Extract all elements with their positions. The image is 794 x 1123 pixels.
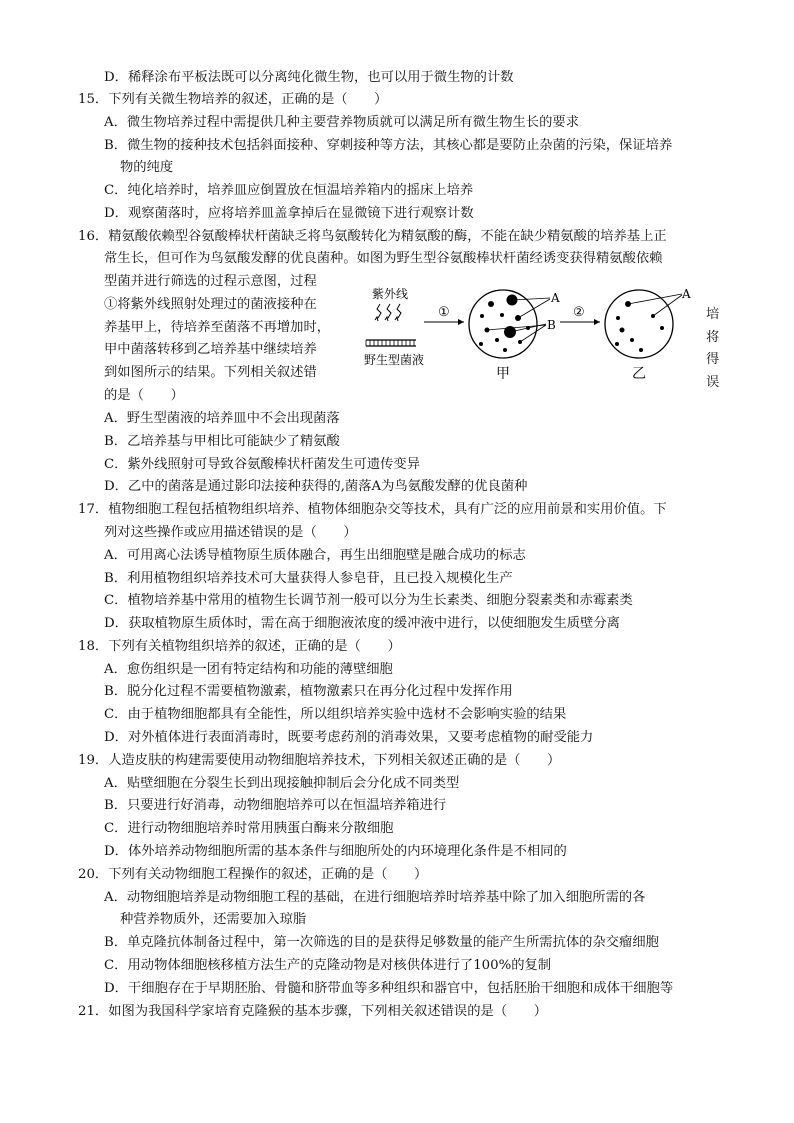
- side-char-3: 误: [706, 375, 720, 390]
- dish-yi-label: 乙: [632, 366, 646, 382]
- text-line: 种营养物质外，还需要加入琼脂: [120, 912, 307, 927]
- text-line: ①将紫外线照射处理过的菌液接种在: [104, 297, 317, 312]
- answer-option: C．纯化培养时，培养皿应倒置放在恒温培养箱内的摇床上培养: [104, 183, 474, 198]
- answer-option: D．乙中的菌落是通过影印法接种获得的,菌落A为鸟氨酸发酵的优良菌种: [104, 479, 528, 494]
- answer-option: A．可用离心法诱导植物原生质体融合，再生出细胞壁是融合成功的标志: [104, 548, 526, 563]
- answer-option: A．动物细胞培养是动物细胞工程的基础，在进行细胞培养时培养基中除了加入细胞所需的各: [104, 890, 646, 905]
- question-stem: 19．人造皮肤的构建需要使用动物细胞培养技术，下列相关叙述正确的是（ ）: [78, 753, 561, 768]
- answer-option: D．干细胞存在于早期胚胎、骨髓和脐带血等多种组织和器官中，包括胚胎干细胞和成体干细胞等: [104, 981, 674, 996]
- question-stem: 20．下列有关动物细胞工程操作的叙述，正确的是（ ）: [78, 867, 428, 882]
- wild-type-culture: [366, 340, 414, 346]
- label-b: B: [547, 318, 556, 332]
- label-a-jia: A: [551, 291, 560, 305]
- question-stem: 16．精氨酸依赖型谷氨酸棒状杆菌缺乏将鸟氨酸转化为精氨酸的酶，不能在缺少精氨酸的培养基上正: [78, 229, 667, 244]
- text-line: 常生长，但可作为鸟氨酸发酵的优良菌种。如图为野生型谷氨酸棒状杆菌经诱变获得精氨酸依赖: [104, 251, 663, 266]
- mutant-screening-figure: [360, 282, 700, 382]
- uv-arrow-2: [387, 304, 391, 318]
- answer-option: D．对外植体进行表面消毒时，既要考虑药剂的消毒效果，又要考虑植物的耐受能力: [104, 730, 594, 745]
- question-stem: 21．如图为我国科学家培育克隆猴的基本步骤，下列相关叙述错误的是（ ）: [78, 1004, 548, 1019]
- answer-option: D．体外培养动物细胞所需的基本条件与细胞所处的内环境理化条件是不相同的: [104, 844, 567, 859]
- answer-option: D．观察菌落时，应将培养皿盖拿掉后在显微镜下进行观察计数: [104, 206, 474, 221]
- side-char-0: 培: [706, 307, 720, 322]
- uv-label: 紫外线: [372, 287, 409, 301]
- step-1-label: ①: [438, 305, 450, 320]
- answer-option: D．稀释涂布平板法既可以分离纯化微生物，也可以用于微生物的计数: [104, 70, 514, 85]
- answer-option: B．微生物的接种技术包括斜面接种、穿刺接种等方法，其核心都是要防止杂菌的污染，保证培养: [104, 138, 673, 153]
- text-line: 甲中菌落转移到乙培养基中继续培养: [104, 342, 317, 357]
- side-char-2: 得: [706, 352, 720, 367]
- question-stem: 18．下列有关植物组织培养的叙述，正确的是（ ）: [78, 639, 401, 654]
- answer-option: C．植物培养基中常用的植物生长调节剂一般可以分为生长素类、细胞分裂素类和赤霉素类: [104, 593, 633, 608]
- answer-option: C．紫外线照射可导致谷氨酸棒状杆菌发生可遗传变异: [104, 457, 421, 472]
- answer-option: B．单克隆抗体制备过程中，第一次筛选的目的是获得足够数量的能产生所需抗体的杂交瘤细胞: [104, 935, 659, 950]
- answer-option: B．只要进行好消毒，动物细胞培养可以在恒温培养箱进行: [104, 798, 447, 813]
- answer-option: A．贴壁细胞在分裂生长到出现接触抑制后会分化成不同类型: [104, 776, 460, 791]
- text-line: 物的纯度: [120, 160, 174, 175]
- answer-option: B．脱分化过程不需要植物激素，植物激素只在再分化过程中发挥作用: [104, 684, 513, 699]
- text-line: 列对这些操作或应用描述错误的是（ ）: [104, 525, 357, 540]
- dish-yi: [605, 290, 673, 358]
- dish-jia: [469, 290, 537, 358]
- text-line: 的是（ ）: [104, 388, 184, 403]
- answer-option: C．进行动物细胞培养时常用胰蛋白酶来分散细胞: [104, 821, 394, 836]
- answer-option: A．野生型菌液的培养皿中不会出现菌落: [104, 411, 340, 426]
- answer-option: C．由于植物细胞都具有全能性，所以组织培养实验中选材不会影响实验的结果: [104, 707, 567, 722]
- answer-option: C．用动物体细胞核移植方法生产的克隆动物是对核供体进行了100%的复制: [104, 958, 552, 973]
- answer-option: D．获取植物原生质体时，需在高于细胞液浓度的缓冲液中进行，以使细胞发生质壁分离: [104, 616, 620, 631]
- wild-type-label: 野生型菌液: [364, 353, 425, 367]
- label-a-yi: A: [682, 287, 691, 301]
- step-2-label: ②: [573, 305, 585, 320]
- dish-jia-label: 甲: [496, 366, 510, 382]
- uv-arrow-3: [397, 304, 401, 318]
- question-stem: 17．植物细胞工程包括植物组织培养、植物体细胞杂交等技术，具有广泛的应用前景和实用价值。下: [78, 502, 667, 517]
- answer-option: B．乙培养基与甲相比可能缺少了精氨酸: [104, 434, 340, 449]
- dish-yi-colonies: [615, 301, 664, 352]
- text-line: 型菌并进行筛选的过程示意图，过程: [104, 274, 317, 289]
- answer-option: A．愈伤组织是一团有特定结构和功能的薄壁细胞: [104, 662, 393, 677]
- question-stem: 15．下列有关微生物培养的叙述，正确的是（ ）: [78, 92, 388, 107]
- answer-option: B．利用植物组织培养技术可大量获得人参皂苷，且已投入规模化生产: [104, 571, 513, 586]
- side-char-1: 将: [706, 330, 720, 345]
- uv-arrow-1: [377, 304, 381, 318]
- text-line: 养基甲上，待培养至菌落不再增加时，: [104, 320, 331, 335]
- dish-jia-colonies: [479, 295, 530, 353]
- answer-option: A．微生物培养过程中需提供几种主要营养物质就可以满足所有微生物生长的要求: [104, 115, 579, 130]
- text-line: 到如图所示的结果。下列相关叙述错: [104, 365, 317, 380]
